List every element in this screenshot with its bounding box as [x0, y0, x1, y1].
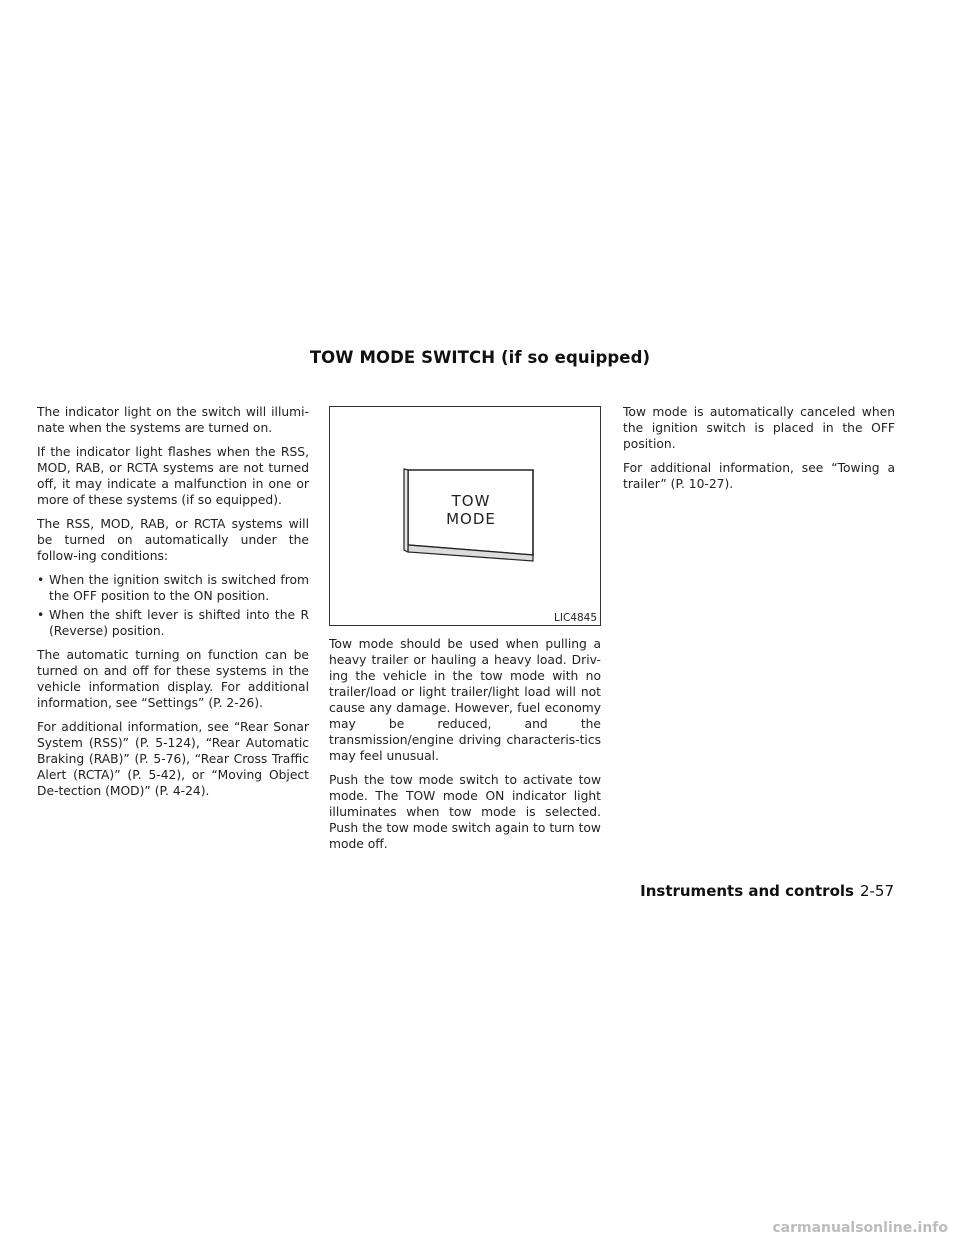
page-number: 2-57 — [859, 882, 894, 900]
watermark: carmanualsonline.info — [772, 1220, 948, 1236]
paragraph-auto-cancel: Tow mode is automatically canceled when the ignition switch is placed in the OFF position. — [623, 405, 895, 451]
paragraph-towing-reference: For additional information, see “Towing a trailer” (P. 10-27). — [623, 461, 895, 491]
list-item: • When the ignition switch is switched from the OFF position to the ON position. — [37, 572, 309, 604]
paragraph-tow-mode-activate: Push the tow mode switch to activate tow mode. The TOW mode ON indicator light illuminates when tow mode is selected. Push the tow mode switch again to turn tow mode off. — [329, 773, 601, 851]
paragraph-references: For additional information, see “Rear Sonar System (RSS)” (P. 5-124), “Rear Automatic Braking (RAB)” (P. 5-76), “Rear Cross Traffic Alert (RCTA)” (P. 5-42), or “Moving Object De-tection (MOD)” (P. 4-24). — [37, 720, 309, 798]
switch-left-edge — [404, 469, 408, 552]
switch-label-line1: TOW — [451, 492, 491, 510]
column-left — [37, 404, 309, 807]
paragraph-auto-function: The automatic turning on function can be turned on and off for these systems in the vehicle information display. For additional information, see “Settings” (P. 2-26). — [37, 648, 309, 710]
conditions-list — [37, 572, 309, 639]
column-middle — [329, 636, 601, 860]
tow-mode-switch-illustration — [330, 407, 600, 625]
paragraph-tow-mode-usage: Tow mode should be used when pulling a heavy trailer or hauling a heavy load. Driv-ing the vehicle in the tow mode with no trailer/load or light trailer/light load will not cause any damage. However, fuel economy may be reduced, and the transmission/engine driving characteris-tics may feel unusual. — [329, 637, 601, 763]
switch-label-line2: MODE — [446, 510, 496, 528]
paragraph-flash-malfunction: If the indicator light flashes when the RSS, MOD, RAB, or RCTA systems are not turned off, it may indicate a malfunction in one or more of these systems (if so equipped). — [37, 445, 309, 507]
section-title: TOW MODE SWITCH (if so equipped) — [309, 348, 651, 367]
paragraph-auto-on-conditions: The RSS, MOD, RAB, or RCTA systems will be turned on automatically under the follow-ing conditions: — [37, 517, 309, 563]
chapter-title: Instruments and controls — [640, 882, 854, 900]
column-right — [623, 404, 895, 500]
page-footer — [640, 882, 894, 900]
tow-mode-switch-figure — [329, 406, 601, 626]
list-item: • When the shift lever is shifted into the R (Reverse) position. — [37, 607, 309, 639]
paragraph-indicator-light: The indicator light on the switch will illumi-nate when the systems are turned on. — [37, 405, 309, 435]
figure-caption: LIC4845 — [554, 612, 597, 624]
